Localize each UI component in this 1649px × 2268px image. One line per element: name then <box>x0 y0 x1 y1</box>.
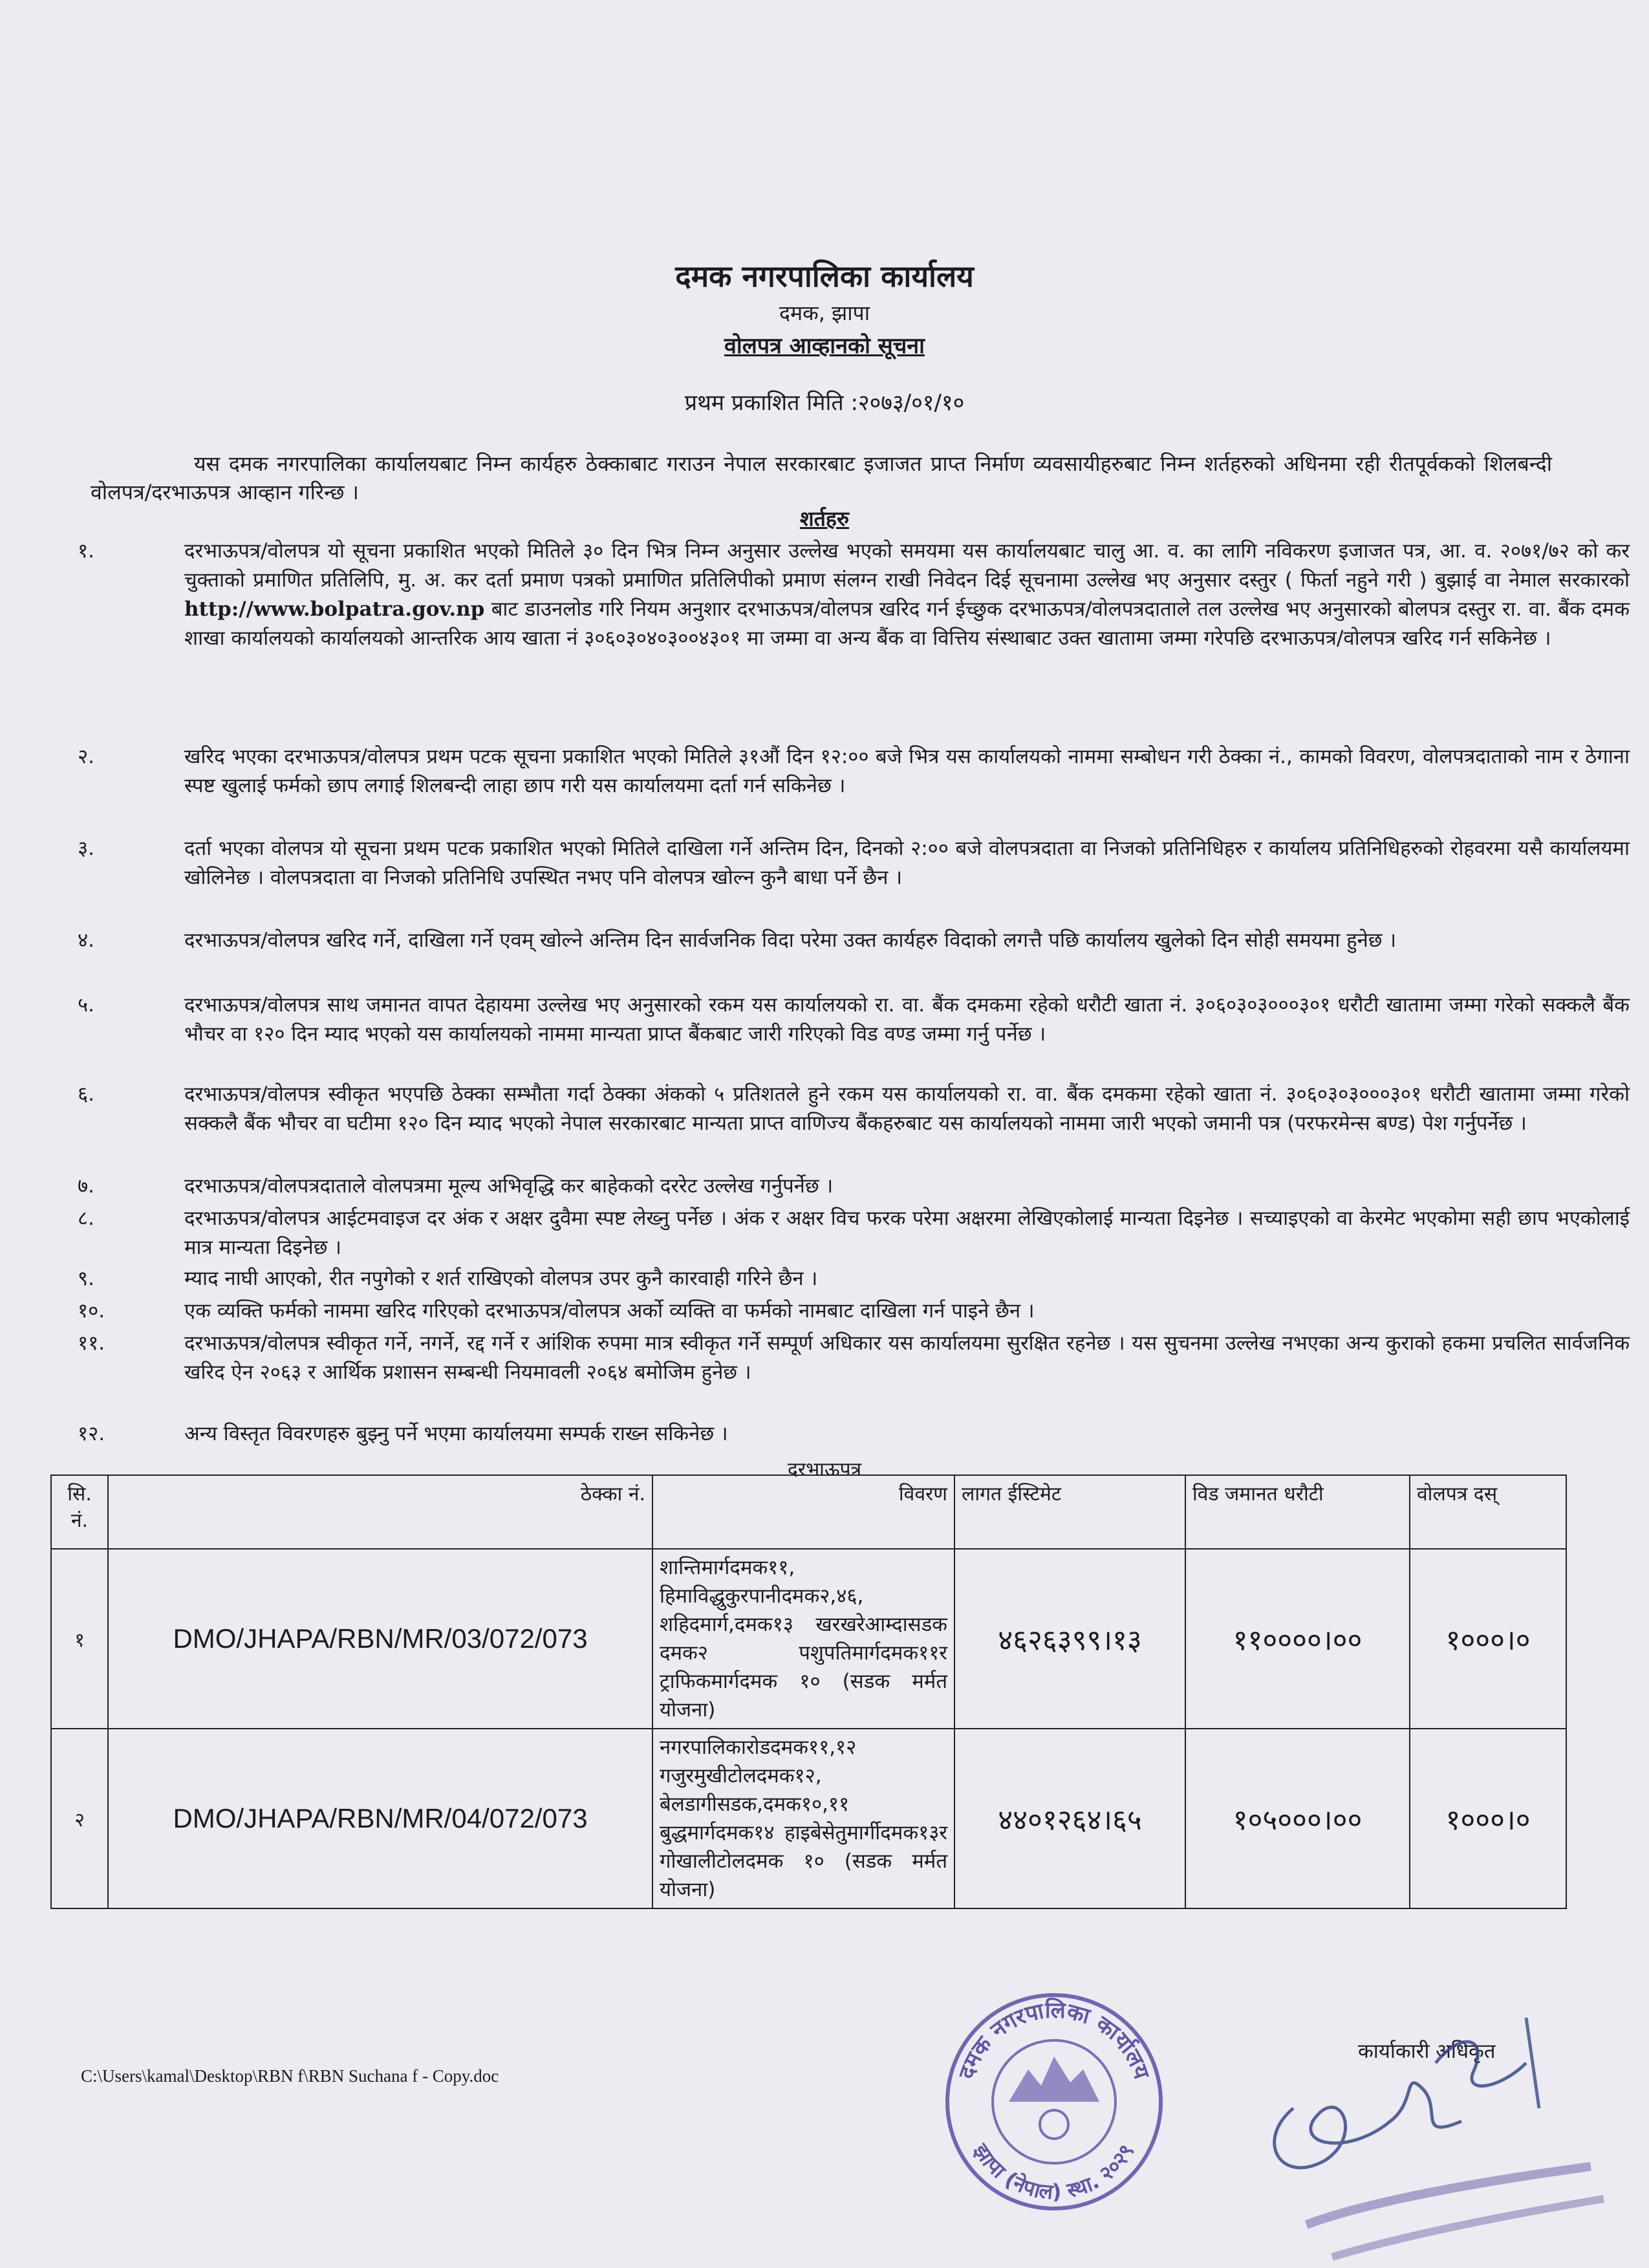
condition-text: एक व्यक्ति फर्मको नाममा खरिद गरिएको दरभाऊपत्र/वोलपत्र अर्को व्यक्ति वा फर्मको नामबाट दाखिला गर्न पाइने छैन । <box>184 1299 1035 1323</box>
row-description: शान्तिमार्गदमक११, हिमाविद्धुकुरपानीदमक२,४६, शहिदमार्ग,दमक१३ खरखरेआम्दासडक दमक२ पशुपतिमार्गदमक११र ट्राफिकमार्गदमक १० (सडक मर्मत योजना) <box>652 1549 954 1729</box>
condition-text: दरभाऊपत्र/वोलपत्र साथ जमानत वापत देहायमा उल्लेख भए अनुसारको रकम यस कार्यालयको रा. वा. बैंक दमकमा रहेको धरौटी खाता नं. ३०६०३०३०००३०१ धरौटी खातामा जम्मा गरेको सक्कलै बैंक भौचर वा १२० दिन म्याद भएको यस कार्यालयको नाममा मान्यता प्राप्त बैंकबाट जारी गरिएको विड वण्ड जम्मा गर्नु पर्नेछ । <box>184 993 1630 1046</box>
officer-signature <box>1255 1992 1617 2263</box>
condition-text: दरभाऊपत्र/वोलपत्र आईटमवाइज दर अंक र अक्षर दुवैमा स्पष्ट लेख्नु पर्नेछ । अंक र अक्षर विच फरक परेमा अक्षरमा लेखिएकोलाई मान्यता दिइनेछ । सच्याइएको वा केरमेट भएकोमा सही छाप भएकोलाई मात्र मान्यता दिइनेछ । <box>184 1207 1630 1259</box>
condition-number: ८. <box>78 1207 94 1230</box>
condition-number: १२. <box>78 1422 105 1445</box>
office-seal <box>931 1972 1177 2231</box>
seal-text-top: दमक नगरपालिका कार्यालय <box>953 1997 1155 2082</box>
table-header-row <box>51 1475 1566 1549</box>
row-description: नगरपालिकारोडदमक११,१२ गजुरमुखीटोलदमक१२, बेलडागीसडक,दमक१०,११ बुद्धमार्गदमक१४ हाइबेसेतुमार्गीदमक१३र गोखालीटोलदमक १० (सडक मर्मत योजना) <box>652 1729 954 1908</box>
condition-number: १. <box>78 539 94 563</box>
table-row <box>51 1729 1566 1908</box>
condition-text: दरभाऊपत्र/वोलपत्र स्वीकृत गर्ने, नगर्ने, रद्द गर्ने र आंशिक रुपमा मात्र स्वीकृत गर्ने सम्पूर्ण अधिकार यस कार्यालयमा सुरक्षित रहनेछ । यस सुचनमा उल्लेख नभएका अन्य कुराको हकमा प्रचलित सार्वजनिक खरिद ऐन २०६३ र आर्थिक प्रशासन सम्बन्धी नियमावली २०६४ बमोजिम हुनेछ । <box>184 1332 1630 1384</box>
intro-paragraph <box>91 449 1552 506</box>
row-cost-estimate: ४६२६३९९।१३ <box>954 1549 1185 1729</box>
row-cost-estimate: ४४०१२६४।६५ <box>954 1729 1185 1908</box>
row-serial: २ <box>51 1729 108 1908</box>
condition-text: अन्य विस्तृत विवरणहरु बुझ्नु पर्ने भएमा कार्यालयमा सम्पर्क राख्न सकिनेछ । <box>184 1422 728 1445</box>
intro-text: यस दमक नगरपालिका कार्यालयबाट निम्न कार्यहरु ठेक्काबाट गराउन नेपाल सरकारबाट इजाजत प्राप्त निर्माण व्यवसायीहरुबाट निम्न शर्तहरुको अधिनमा रही रीतपूर्वकको शिलबन्दी वोलपत्र/दरभाऊपत्र आव्हान गरिन्छ । <box>91 451 1552 504</box>
condition-text <box>184 537 1630 653</box>
publish-date: प्रथम प्रकाशित मिति :२०७३/०१/१० <box>684 390 965 416</box>
row-bid-fee: १०००।० <box>1410 1729 1566 1908</box>
conditions-heading: शर्तहरु <box>799 506 850 531</box>
row-bid-security: ११००००।०० <box>1185 1549 1410 1729</box>
file-path: C:\Users\kamal\Desktop\RBN f\RBN Suchana f - Copy.doc <box>81 2066 499 2086</box>
header-description: विवरण <box>652 1475 954 1549</box>
seal-text-bottom: झापा (नेपाल) स्था. २०२९ <box>969 2139 1139 2205</box>
condition-text: दरभाऊपत्र/वोलपत्रदाताले वोलपत्रमा मूल्य अभिवृद्धि कर बाहेकको दररेट उल्लेख गर्नुपर्नेछ । <box>184 1174 834 1198</box>
row-bid-security: १०५०००।०० <box>1185 1729 1410 1908</box>
condition-number: ३. <box>78 837 94 860</box>
row-contract-no: DMO/JHAPA/RBN/MR/03/072/073 <box>108 1549 652 1729</box>
condition-text: दरभाऊपत्र/वोलपत्र स्वीकृत भएपछि ठेक्का सम्भौता गर्दा ठेक्का अंकको ५ प्रतिशतले हुने रकम यस कार्यालयको रा. वा. बैंक दमकमा रहेको खाता नं. ३०६०३०३०००३०१ धरौटी खातामा जम्मा गरेको सक्कलै बैंक भौचर वा घटीमा १२० दिन म्याद भएको नेपाल सरकारबाट मान्यता प्राप्त वाणिज्य बैंकहरुबाट यस कार्यालयको नाममा जारी भएको जमानी पत्र (परफरमेन्स बण्ड) पेश गर्नुपर्नेछ । <box>184 1083 1630 1135</box>
office-title: दमक नगरपालिका कार्यालय <box>675 259 974 294</box>
condition-text: म्याद नाघी आएको, रीत नपुगेको र शर्त राखिएको वोलपत्र उपर कुनै कारवाही गरिने छैन । <box>184 1267 818 1290</box>
row-contract-no: DMO/JHAPA/RBN/MR/04/072/073 <box>108 1729 652 1908</box>
condition-number: ५. <box>78 993 94 1017</box>
row-serial: १ <box>51 1549 108 1729</box>
contract-table <box>50 1474 1567 1909</box>
condition-text-part: बाट डाउनलोड गरि नियम अनुशार दरभाऊपत्र/वोलपत्र खरिद गर्न ईच्छुक दरभाऊपत्र/वोलपत्रदाताले तल उल्लेख भए अनुसारको बोलपत्र दस्तुर रा. वा. बैंक दमक शाखा कार्यालयको कार्यालयको आन्तरिक आय खाता नं ३०६०३०४०३००४३०१ मा जम्मा वा अन्य बैंक वा वित्तिय संस्थाबाट उक्त खातामा जम्मा गरेपछि दरभाऊपत्र/वोलपत्र खरिद गर्न सकिनेछ । <box>184 598 1630 650</box>
condition-text: दरभाऊपत्र/वोलपत्र खरिद गर्ने, दाखिला गर्ने एवम् खोल्ने अन्तिम दिन सार्वजनिक विदा परेमा उक्त कार्यहरु विदाको लगत्तै पछि कार्यालय खुलेको दिन सोही समयमा हुनेछ । <box>184 929 1397 952</box>
header-bid-security: विड जमानत धरौटी <box>1185 1475 1410 1549</box>
header-cost-estimate: लागत ईस्टिमेट <box>954 1475 1185 1549</box>
condition-text: खरिद भएका दरभाऊपत्र/वोलपत्र प्रथम पटक सूचना प्रकाशित भएको मितिले ३१औं दिन १२:०० बजे भित्र यस कार्यालयको नाममा सम्बोधन गरी ठेक्का नं., कामको विवरण, वोलपत्रदाताको नाम र ठेगाना स्पष्ट खुलाई फर्मको छाप लगाई शिलबन्दी लाहा छाप गरी यस कार्यालयमा दर्ता गर्न सकिनेछ । <box>184 745 1630 797</box>
notice-title: वोलपत्र आव्हानको सूचना <box>724 333 925 359</box>
header-bid-fee: वोलपत्र दस् <box>1410 1475 1566 1549</box>
condition-number: ९. <box>78 1267 94 1290</box>
office-location: दमक, झापा <box>779 301 870 325</box>
header-serial: सि. नं. <box>51 1475 108 1549</box>
table-caption: दरभाऊपत्र <box>787 1458 862 1481</box>
table-row <box>51 1549 1566 1729</box>
condition-number: ११. <box>78 1332 105 1355</box>
condition-text-part: दरभाऊपत्र/वोलपत्र यो सूचना प्रकाशित भएको मितिले ३० दिन भित्र निम्न अनुसार उल्लेख भएको समयमा यस कार्यालयबाट चालु आ. व. का लागि नविकरण इजाजत पत्र, आ. व. २०७१/७२ को कर चुक्ताको प्रमाणित प्रतिलिपि, मु. अ. कर दर्ता प्रमाण पत्रको प्रमाणित प्रतिलिपीको प्रमाण संलग्न राखी निवेदन दिई सूचनामा उल्लेख भए अनुसार दस्तुर ( फिर्ता नहुने गरी ) बुझाई वा नेमाल सरकारको <box>184 539 1630 592</box>
condition-number: ६. <box>78 1083 94 1106</box>
header-contract-no: ठेक्का नं. <box>108 1475 652 1549</box>
bolpatra-link[interactable]: http://www.bolpatra.gov.np <box>184 598 485 621</box>
condition-number: ४. <box>78 929 94 952</box>
row-bid-fee: १०००।० <box>1410 1549 1566 1729</box>
condition-text: दर्ता भएका वोलपत्र यो सूचना प्रथम पटक प्रकाशित भएको मितिले दाखिला गर्ने अन्तिम दिन, दिनको २:०० बजे वोलपत्रदाता वा निजको प्रतिनिधिहरु र कार्यालय प्रतिनिधिहरुको रोहवरमा यसै कार्यालयमा खोलिनेछ । वोलपत्रदाता वा निजको प्रतिनिधि उपस्थित नभए पनि वोलपत्र खोल्न कुनै बाधा पर्ने छैन । <box>184 837 1630 889</box>
condition-number: १०. <box>78 1299 105 1323</box>
condition-number: २. <box>78 745 94 768</box>
officer-title: कार्याकारी अधिकृत <box>1358 2040 1496 2063</box>
condition-number: ७. <box>78 1174 94 1198</box>
